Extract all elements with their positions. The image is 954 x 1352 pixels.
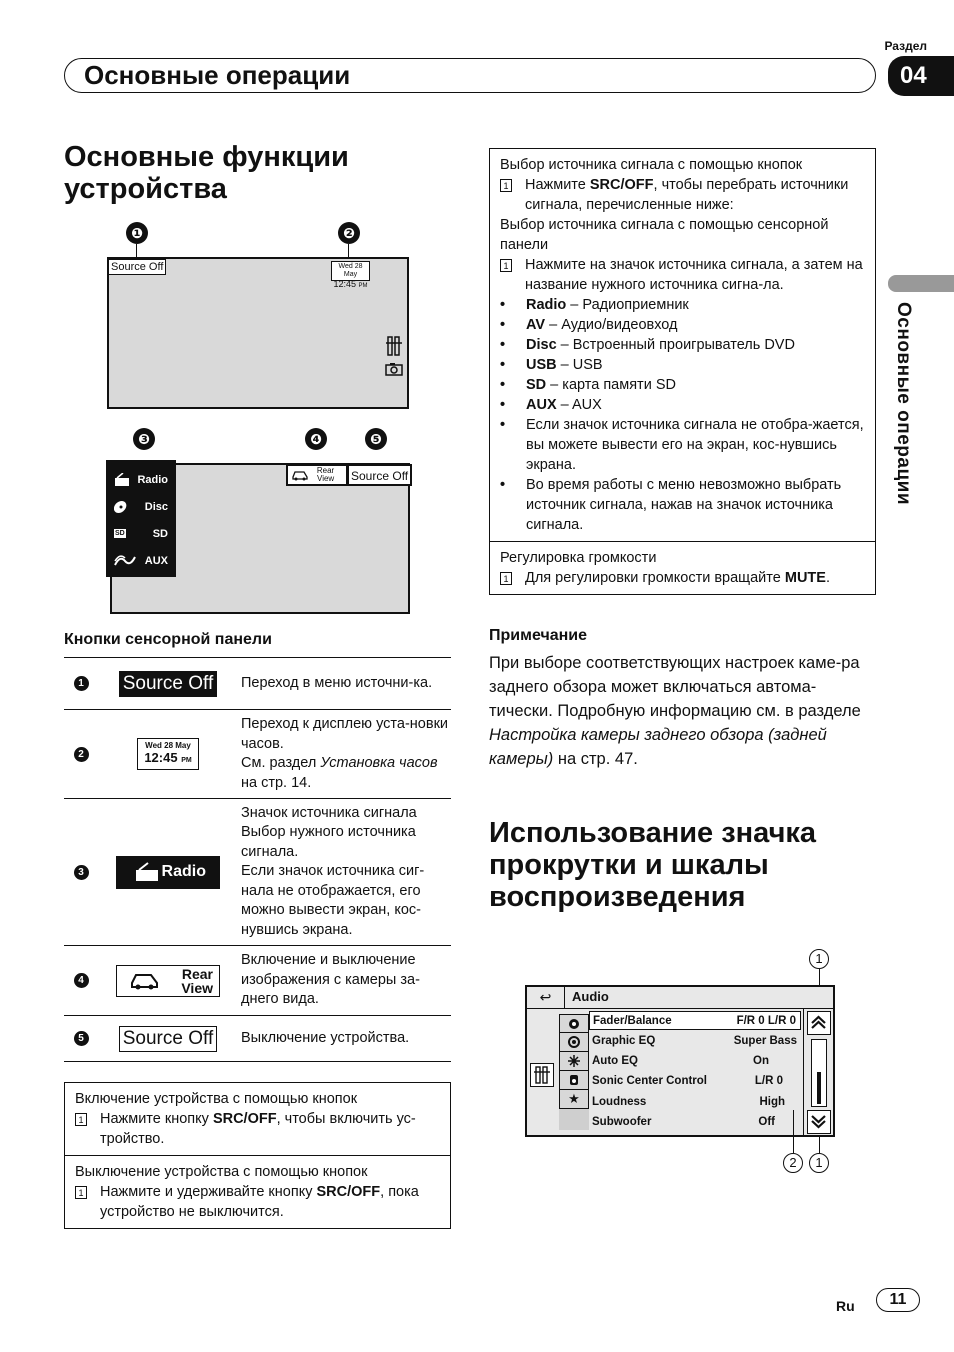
language-code: Ru — [836, 1298, 855, 1314]
row-description: Включение и выключение изображения с камеры за-днего вида. — [241, 952, 420, 1008]
page-header-title: Основные операции — [84, 60, 351, 90]
box-section: Выбор источника сигнала с помощью кнопок 1 Нажмите SRC/OFF, чтобы перебрать источники сигнала, перечисленные ниже: Выбор источника сигнала с помощью сенсорной панели 1 Нажмите на значок источника сигнала, а затем на название нужного источника сигна-ла. • Radio – Радиоприемник • AV – Аудио/видеовход • Disc – Встроенный проигрыватель DVD • USB – USB • SD – карта памяти SD • AUX – AUX • Если значок источника сигнала не отобра-жается, вы можете вывести его на экран, кос-нувшись экрана. • Во время работы с меню невозможно выбрать источник сигнала, нажав на значок источника сигнала. — [500, 157, 864, 533]
list-item: • AUX – AUX — [500, 397, 602, 413]
source-item-sd[interactable] — [108, 520, 174, 547]
clock-ampm: PM — [358, 283, 368, 289]
audio-title-bar — [527, 987, 833, 1009]
section-label: Раздел — [884, 39, 927, 53]
box-section: Включение устройства с помощью кнопок 1 Нажмите кнопку SRC/OFF, чтобы включить ус-тройство. — [75, 1091, 416, 1147]
scroll-bar[interactable] — [811, 1039, 827, 1107]
list-item[interactable]: Graphic EQ Super Bass — [592, 1035, 797, 1047]
list-item: • Если значок источника сигнала не отобра-жается, вы можете вывести его на экран, кос-нувшись экрана. — [500, 417, 864, 473]
page-number: 11 — [876, 1288, 920, 1312]
table-row — [64, 658, 451, 710]
back-button[interactable]: ↩ — [527, 987, 565, 1008]
audio-icon-column — [559, 1014, 589, 1130]
camera-icon — [385, 362, 403, 376]
source-instructions-box — [489, 148, 876, 595]
source-icons-panel — [106, 460, 176, 577]
callout-2: 2 — [783, 1153, 803, 1173]
screen-illustration-1 — [107, 257, 409, 409]
power-instructions-box — [64, 1082, 451, 1229]
car-icon — [291, 470, 309, 481]
callout-1: ❶ — [126, 222, 148, 244]
chevron-up-icon — [808, 1012, 829, 1033]
list-item[interactable]: Fader/Balance F/R 0 L/R 0 — [589, 1011, 801, 1030]
list-item: • Disc – Встроенный проигрыватель DVD — [500, 337, 795, 353]
tools-icon[interactable] — [530, 1063, 554, 1087]
source-label: Radio — [137, 473, 168, 486]
tools-icon — [386, 335, 402, 357]
callout-3: ❸ — [133, 428, 155, 450]
eq-icon[interactable] — [559, 1033, 589, 1052]
callout-2: ❷ — [338, 222, 360, 244]
leader-line — [793, 1110, 794, 1153]
row-description: Значок источника сигнала Выбор нужного источника сигнала. Если значок источника сиг-нала не отображается, его можно вывести экран, кос-нувшись экрана. — [241, 804, 425, 938]
callout-1: 1 — [809, 1153, 829, 1173]
list-item[interactable]: Auto EQ On — [592, 1055, 769, 1067]
clock-day: Wed 28 May — [338, 263, 363, 278]
note-title: Примечание — [489, 627, 588, 644]
note-text: При выборе соответствующих настроек каме-ра заднего обзора может включаться автома-тически. Подробную информацию см. в разделе Настройка камеры заднего обзора (задней камеры) на стр. 47. — [489, 654, 861, 768]
source-off-tag: Source Off — [108, 259, 166, 275]
callout-4: ❹ — [305, 428, 327, 450]
callout-1: 1 — [809, 949, 829, 969]
scroll-column — [803, 1009, 833, 1135]
row-number: 5 — [74, 1031, 89, 1046]
row-number: 4 — [74, 973, 89, 988]
row-description: Выключение устройства. — [241, 1029, 410, 1046]
box-section: Регулировка громкости 1 Для регулировки громкости вращайте MUTE. — [490, 541, 875, 594]
source-item-disc[interactable] — [108, 493, 174, 520]
audio-menu-screen — [525, 985, 835, 1137]
fader-icon[interactable] — [559, 1014, 589, 1033]
disc-icon — [114, 500, 130, 514]
source-off-button-image: Source Off — [119, 1026, 217, 1052]
radio-icon — [134, 862, 160, 882]
speaker-icon[interactable] — [559, 1071, 589, 1090]
scroll-thumb[interactable] — [817, 1072, 821, 1104]
rear-view-tag[interactable] — [286, 464, 348, 486]
list-item: • AV – Аудио/видеовход — [500, 317, 678, 333]
row-number: 1 — [74, 676, 89, 691]
source-off-tag[interactable]: Source Off — [347, 464, 412, 486]
table-row — [64, 710, 451, 799]
list-item[interactable]: Loudness High — [592, 1096, 785, 1108]
box-section: Выключение устройства с помощью кнопок 1 Нажмите и удерживайте кнопку SRC/OFF, пока устройство не выключится. — [65, 1155, 450, 1228]
source-off-button-image: Source Off — [119, 671, 217, 697]
table-row — [64, 946, 451, 1016]
clock-button-image: Wed 28 May 12:45 PM — [137, 738, 199, 770]
source-label: AUX — [144, 554, 168, 567]
list-item: • SD – карта памяти SD — [500, 377, 676, 393]
table-row — [64, 799, 451, 946]
radio-icon — [114, 473, 130, 487]
row-number: 2 — [74, 747, 89, 762]
rear-view-button-image: Rear View — [116, 965, 220, 997]
row-number: 3 — [74, 865, 89, 880]
sd-card-icon: SD — [115, 530, 125, 537]
side-tab-label: Основные операции — [893, 302, 914, 506]
clock-display — [331, 261, 370, 289]
list-item[interactable]: Subwoofer Off — [592, 1116, 775, 1128]
radio-button-image: Radio — [116, 856, 220, 889]
audio-title: Audio — [572, 989, 609, 1004]
list-item[interactable]: Sonic Center Control L/R 0 — [592, 1075, 783, 1087]
source-label: Disc — [144, 500, 168, 513]
chapter-badge: 04 — [888, 56, 954, 96]
scroll-down-button[interactable] — [807, 1110, 831, 1134]
leader-line — [819, 1137, 820, 1153]
section-heading: Основные функции устройства — [64, 141, 349, 205]
star-icon[interactable]: ★ — [559, 1090, 589, 1109]
source-item-aux[interactable] — [108, 547, 174, 574]
side-tab-marker — [888, 275, 954, 292]
rear-view-label: Rear View — [316, 466, 335, 483]
list-item: • Radio – Радиоприемник — [500, 297, 689, 313]
scroll-up-button[interactable] — [807, 1011, 831, 1035]
source-item-radio[interactable] — [108, 466, 174, 493]
sonic-icon[interactable] — [559, 1052, 589, 1071]
aux-icon — [114, 555, 136, 567]
touch-panel-table — [64, 657, 451, 1062]
row-description: Переход к дисплею уста-новки часов. См. раздел Установка часов на стр. 14. — [241, 716, 449, 791]
source-label: SD — [152, 527, 168, 540]
list-item: • Во время работы с меню невозможно выбрать источник сигнала, нажав на значок источника сигнала. — [500, 477, 842, 533]
callout-5: ❺ — [365, 428, 387, 450]
car-icon — [129, 972, 161, 990]
table-title: Кнопки сенсорной панели — [64, 631, 272, 648]
chevron-down-icon — [808, 1111, 829, 1132]
section-heading: Использование значка прокрутки и шкалы воспроизведения — [489, 817, 817, 913]
row-description: Переход в меню источни-ка. — [241, 674, 433, 691]
table-row — [64, 1016, 451, 1062]
list-item: • USB – USB — [500, 357, 603, 373]
clock-time: 12:45 — [333, 279, 356, 289]
